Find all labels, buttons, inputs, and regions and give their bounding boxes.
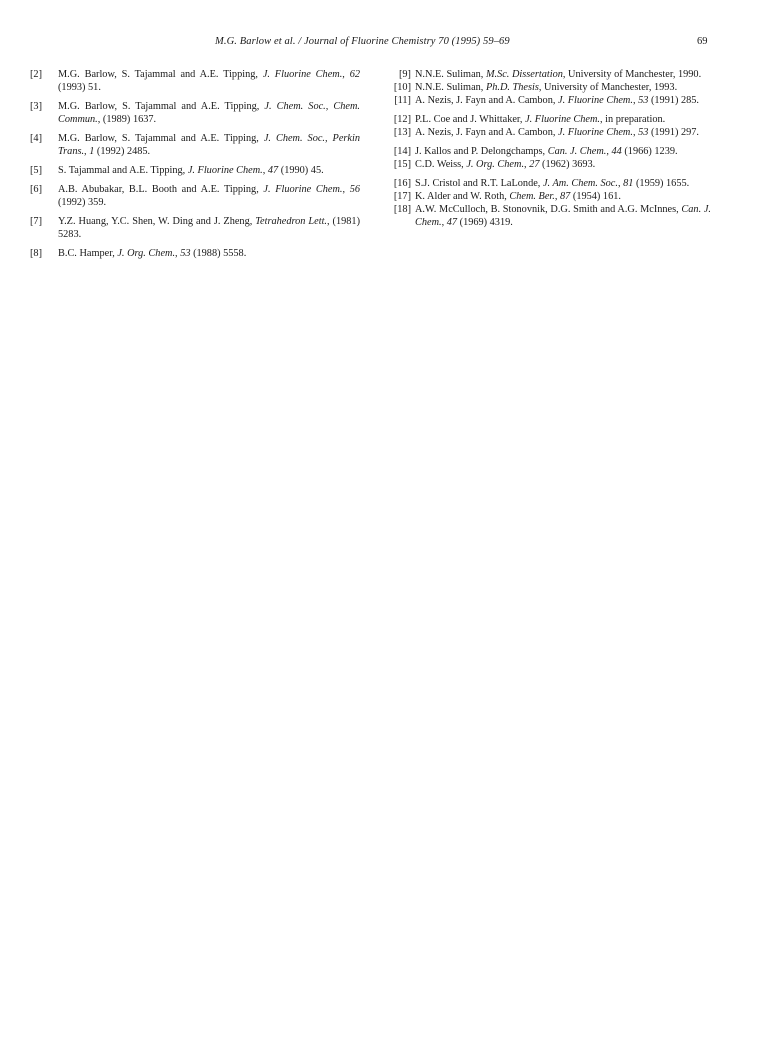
reference-text: A. Nezis, J. Fayn and A. Cambon, bbox=[415, 95, 558, 106]
reference-item bbox=[393, 113, 711, 126]
reference-item bbox=[393, 145, 711, 158]
reference-number: [5] bbox=[30, 165, 43, 176]
reference-text: S. Tajammal and A.E. Tipping, bbox=[58, 165, 188, 176]
reference-number: [18] bbox=[393, 204, 411, 215]
reference-number: [13] bbox=[393, 127, 411, 138]
reference-italic-text: 47 bbox=[267, 165, 279, 176]
reference-italic-text: 47 bbox=[446, 217, 458, 228]
reference-number: [6] bbox=[30, 184, 43, 195]
reference-item bbox=[30, 68, 360, 94]
reference-text: (1991) 297. bbox=[648, 127, 700, 138]
reference-number: [15] bbox=[393, 159, 411, 170]
reference-text: A. Nezis, J. Fayn and A. Cambon, bbox=[415, 127, 558, 138]
reference-number: [4] bbox=[30, 133, 43, 144]
reference-text: , bbox=[554, 191, 561, 202]
reference-number: [17] bbox=[393, 191, 411, 202]
reference-text: , bbox=[342, 69, 350, 80]
reference-italic-text: J. Fluorine Chem. bbox=[525, 114, 601, 125]
reference-text: (1991) 285. bbox=[648, 95, 700, 106]
reference-italic-text: J. Fluorine Chem. bbox=[558, 127, 633, 138]
reference-text: M.G. Barlow, S. Tajammal and A.E. Tipping, bbox=[58, 69, 263, 80]
reference-text: (1959) 1655. bbox=[633, 178, 690, 189]
reference-text: (1988) 5558. bbox=[190, 248, 247, 259]
reference-number: [8] bbox=[30, 248, 43, 259]
reference-text: (1969) 4319. bbox=[457, 217, 513, 228]
reference-text: (1990) 45. bbox=[278, 165, 324, 176]
reference-text: C.D. Weiss, bbox=[415, 159, 467, 170]
reference-number: [16] bbox=[393, 178, 411, 189]
reference-text: , University of Manchester, 1993. bbox=[538, 82, 678, 93]
reference-item bbox=[393, 68, 711, 81]
reference-item bbox=[393, 158, 711, 171]
reference-italic-text: M.Sc. Dissertation bbox=[485, 69, 563, 80]
reference-text: , bbox=[441, 217, 447, 228]
reference-italic-text: 53 bbox=[638, 127, 649, 138]
reference-text: , (1989) 1637. bbox=[97, 114, 157, 125]
reference-text: , University of Manchester, 1990. bbox=[562, 69, 702, 80]
reference-text: (1966) 1239. bbox=[621, 146, 678, 157]
reference-text: (1962) 3693. bbox=[539, 159, 596, 170]
reference-italic-text: J. Am. Chem. Soc. bbox=[542, 178, 618, 189]
reference-item bbox=[393, 81, 711, 94]
reference-text: , bbox=[606, 146, 612, 157]
reference-item bbox=[30, 132, 360, 158]
reference-italic-text: J. Chem. Soc., Chem. Commun. bbox=[58, 101, 360, 125]
reference-italic-text: Tetrahedron Lett. bbox=[255, 216, 327, 227]
reference-italic-text: 53 bbox=[638, 95, 649, 106]
reference-number: [2] bbox=[30, 69, 43, 80]
reference-number: [12] bbox=[393, 114, 411, 125]
reference-text: , bbox=[342, 184, 350, 195]
reference-number: [7] bbox=[30, 216, 43, 227]
reference-italic-text: 62 bbox=[349, 69, 360, 80]
page-number: 69 bbox=[697, 36, 708, 47]
reference-italic-text: 44 bbox=[611, 146, 622, 157]
references-right-column bbox=[393, 68, 711, 229]
reference-item bbox=[30, 183, 360, 209]
reference-text: Y.Z. Huang, Y.C. Shen, W. Ding and J. Zheng, bbox=[58, 216, 256, 227]
running-head: M.G. Barlow et al. / Journal of Fluorine Chemistry 70 (1995) 59–69 bbox=[215, 36, 510, 47]
reference-italic-text: J. Fluorine Chem. bbox=[263, 184, 343, 195]
reference-text: , bbox=[617, 178, 624, 189]
reference-item bbox=[393, 126, 711, 139]
reference-text: A.W. McCulloch, B. Stonovnik, D.G. Smith and A.G. McInnes, bbox=[415, 204, 682, 215]
reference-item bbox=[393, 177, 711, 190]
reference-item bbox=[393, 94, 711, 107]
reference-text: (1954) 161. bbox=[570, 191, 621, 202]
reference-italic-text: 56 bbox=[349, 184, 360, 195]
reference-text: (1992) 2485. bbox=[94, 146, 151, 157]
reference-text: , bbox=[175, 248, 181, 259]
reference-text: B.C. Hamper, bbox=[58, 248, 118, 259]
reference-text: (1992) 359. bbox=[58, 197, 107, 208]
reference-italic-text: 27 bbox=[529, 159, 540, 170]
reference-text: , bbox=[262, 165, 268, 176]
reference-text: P.L. Coe and J. Whittaker, bbox=[415, 114, 526, 125]
reference-italic-text: Can. J. Chem. bbox=[547, 146, 607, 157]
reference-italic-text: Ph.D. Thesis bbox=[485, 82, 539, 93]
reference-italic-text: J. Fluorine Chem. bbox=[558, 95, 633, 106]
reference-text: , in preparation. bbox=[600, 114, 666, 125]
reference-italic-text: J. Chem. Soc., Perkin Trans., 1 bbox=[58, 133, 360, 157]
reference-italic-text: 87 bbox=[560, 191, 571, 202]
reference-item bbox=[30, 215, 360, 241]
reference-item bbox=[30, 164, 360, 177]
reference-italic-text: Can. J. Chem. bbox=[415, 204, 711, 228]
reference-text: S.J. Cristol and R.T. LaLonde, bbox=[415, 178, 543, 189]
reference-number: [11] bbox=[394, 95, 411, 106]
reference-text: , bbox=[524, 159, 530, 170]
reference-item bbox=[30, 100, 360, 126]
reference-number: [14] bbox=[393, 146, 411, 157]
reference-text: N.N.E. Suliman, bbox=[415, 82, 486, 93]
reference-text: , bbox=[632, 127, 639, 138]
reference-italic-text: Chem. Ber. bbox=[509, 191, 555, 202]
reference-italic-text: J. Fluorine Chem. bbox=[187, 165, 263, 176]
reference-text: M.G. Barlow, S. Tajammal and A.E. Tipping, bbox=[58, 133, 264, 144]
reference-number: [9] bbox=[398, 69, 411, 80]
reference-text: K. Alder and W. Roth, bbox=[415, 191, 510, 202]
reference-item bbox=[393, 203, 711, 229]
reference-italic-text: J. Fluorine Chem. bbox=[262, 69, 343, 80]
reference-italic-text: J. Org. Chem. bbox=[466, 159, 525, 170]
reference-text: A.B. Abubakar, B.L. Booth and A.E. Tipping, bbox=[58, 184, 264, 195]
reference-text: J. Kallos and P. Delongchamps, bbox=[415, 146, 548, 157]
reference-text: , bbox=[632, 95, 639, 106]
reference-item bbox=[30, 247, 360, 260]
reference-item bbox=[393, 190, 711, 203]
reference-text: (1993) 51. bbox=[58, 82, 101, 93]
references-left-column bbox=[30, 68, 360, 266]
reference-text: N.N.E. Suliman, bbox=[415, 69, 486, 80]
reference-text: M.G. Barlow, S. Tajammal and A.E. Tipping, bbox=[58, 101, 265, 112]
reference-italic-text: 81 bbox=[623, 178, 634, 189]
reference-number: [10] bbox=[393, 82, 411, 93]
reference-italic-text: 53 bbox=[180, 248, 191, 259]
reference-italic-text: J. Org. Chem. bbox=[117, 248, 176, 259]
reference-number: [3] bbox=[30, 101, 43, 112]
reference-text: , (1981) 5283. bbox=[58, 216, 360, 240]
